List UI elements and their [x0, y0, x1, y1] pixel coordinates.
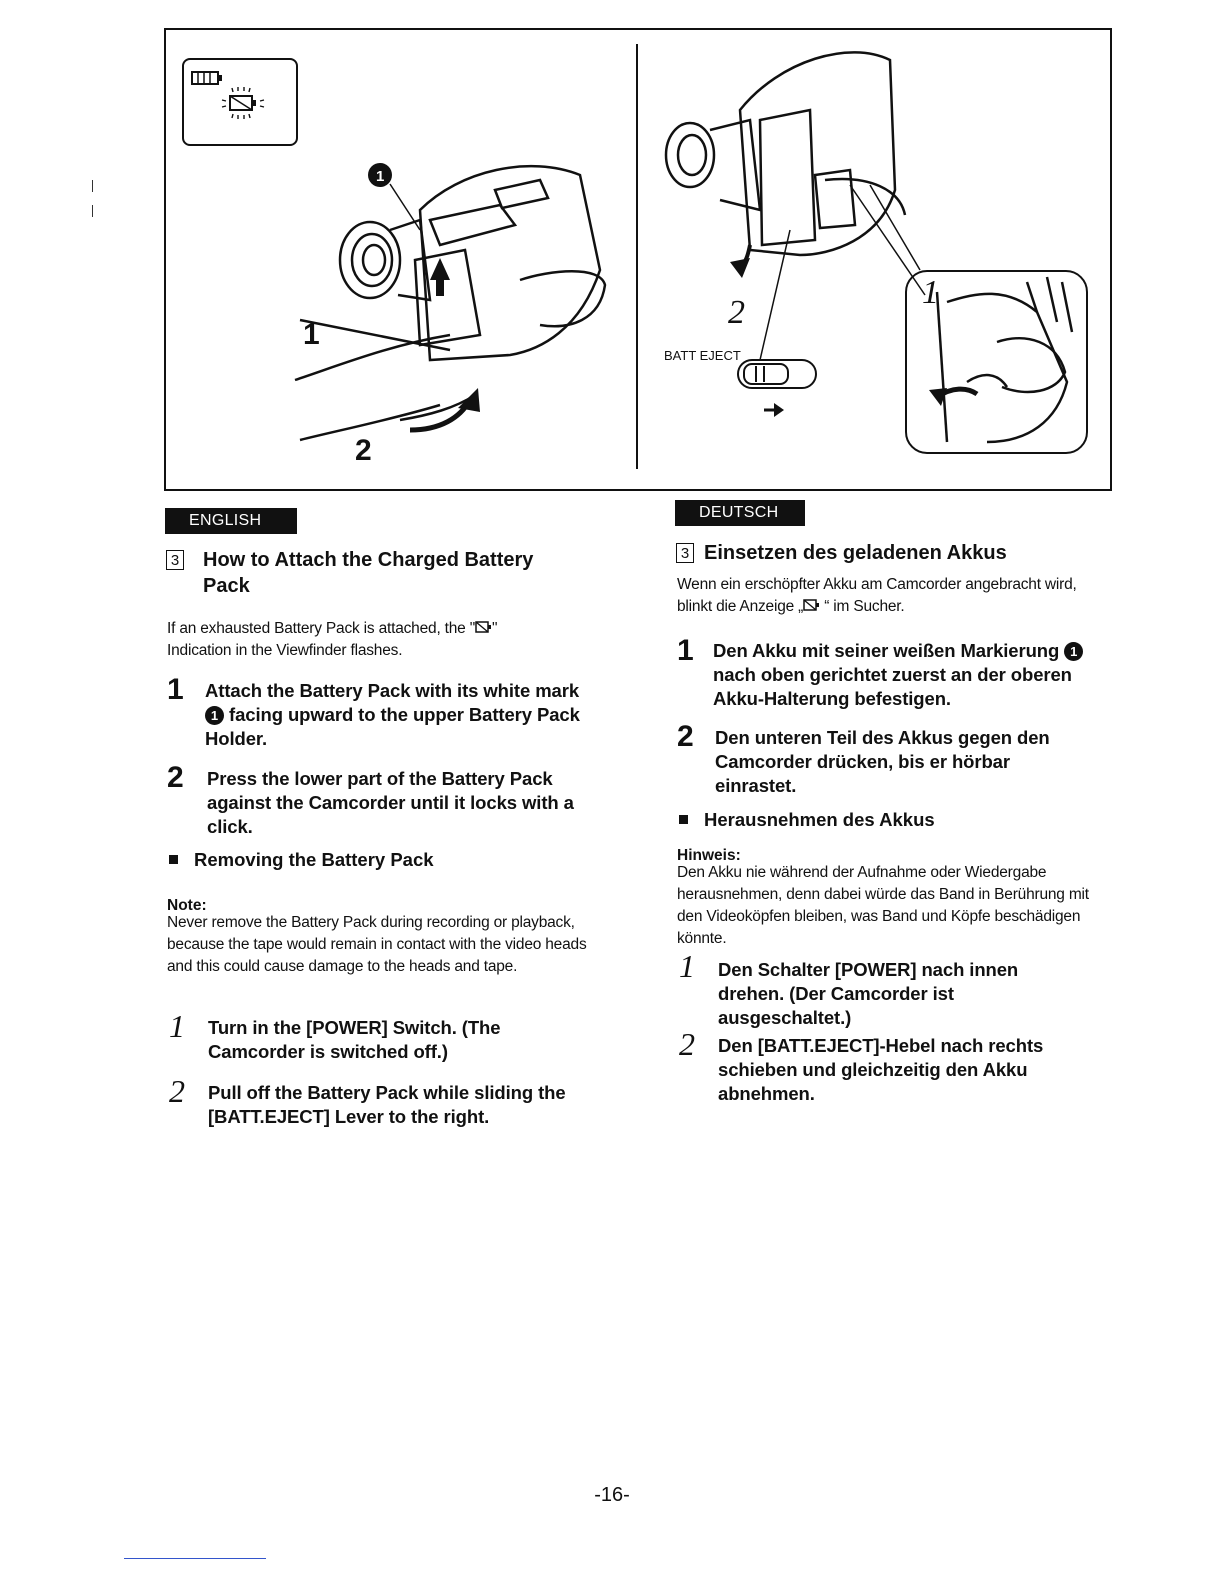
- note-text: Den Akku nie während der Aufnahme oder Wiedergabe herausnehmen, denn dabei würde das Band in Berührung mit den Videoköpfen bleiben, was Band und Köpfe beschädigen könnte.: [677, 864, 1089, 947]
- battery-warning-icon: [184, 60, 296, 144]
- figure-step-label: 1: [303, 318, 320, 351]
- step-text: [713, 639, 1103, 711]
- section-title: Einsetzen des geladenen Akkus: [704, 542, 1007, 564]
- inset-step-label: 1: [922, 274, 939, 311]
- batt-eject-switch-illustration: [730, 225, 830, 425]
- camcorder-attach-illustration: [280, 150, 630, 470]
- note-heading: Note:: [167, 897, 207, 914]
- step-text: Den unteren Teil des Akkus gegen den Camcorder drücken, bis er hörbar einrastet.: [715, 727, 1050, 796]
- callout-mark-label: 1: [376, 168, 385, 185]
- footer-rule: [124, 1558, 266, 1559]
- removing-title: Removing the Battery Pack: [194, 849, 434, 870]
- language-badge-deutsch: DEUTSCH: [675, 500, 805, 526]
- note-text: Never remove the Battery Pack during recording or playback, because the tape would remain in contact with the video heads and this could cause damage to the heads and tape.: [167, 914, 587, 975]
- figure-step-label: 2: [355, 434, 372, 467]
- white-mark-icon: 1: [1064, 642, 1083, 661]
- section-number: 3: [166, 550, 184, 570]
- illustration-divider: [636, 44, 638, 469]
- step-text: [205, 679, 605, 751]
- step-number: 2: [167, 761, 184, 794]
- bullet-square-icon: [679, 815, 688, 824]
- step-text: Turn in the [POWER] Switch. (The Camcorder is switched off.): [208, 1017, 501, 1062]
- section-heading-english: [166, 547, 566, 597]
- step-text-part: nach oben gerichtet zuerst an der oberen Akku-Halterung befestigen.: [713, 664, 1072, 709]
- step-number: 1: [167, 673, 184, 706]
- intro-text-english: [167, 618, 557, 662]
- figure-step-label: 2: [728, 294, 745, 331]
- batt-eject-label: BATT EJECT: [664, 348, 741, 363]
- step-text-part: facing upward to the upper Battery Pack Holder.: [205, 704, 580, 749]
- viewfinder-indicator-box: [182, 58, 298, 146]
- section-title: How to Attach the Charged Battery Pack: [203, 549, 534, 597]
- language-badge-english: ENGLISH: [165, 508, 297, 534]
- step-text: Den [BATT.EJECT]-Hebel nach rechts schieben und gleichzeitig den Akku abnehmen.: [718, 1035, 1044, 1104]
- removing-title: Herausnehmen des Akkus: [704, 809, 935, 830]
- step-text-part: Attach the Battery Pack with its white mark: [205, 680, 580, 701]
- margin-tick: [92, 205, 93, 217]
- step-text-part: Den Akku mit seiner weißen Markierung: [713, 640, 1060, 661]
- step-number: 2: [169, 1073, 185, 1109]
- step-text: Press the lower part of the Battery Pack against the Camcorder until it locks with a click.: [207, 768, 574, 837]
- page-number: -16-: [594, 1484, 630, 1506]
- battery-empty-icon: [475, 621, 492, 634]
- intro-text-part: Wenn ein erschöpfter Akku am Camcorder angebracht wird, blinkt die Anzeige „: [677, 576, 1077, 615]
- step-number: 2: [679, 1026, 695, 1062]
- step-number: 1: [677, 634, 694, 667]
- removing-heading-english: [169, 848, 589, 872]
- intro-text-part: If an exhausted Battery Pack is attached, the ": [167, 620, 476, 637]
- step-number: 1: [169, 1008, 185, 1044]
- intro-text-deutsch: [677, 574, 1097, 618]
- step-text: Den Schalter [POWER] nach innen drehen. (Der Camcorder ist ausgeschaltet.): [718, 959, 1019, 1028]
- step-number: 2: [677, 720, 694, 753]
- white-mark-icon: 1: [205, 706, 224, 725]
- step-text: Pull off the Battery Pack while sliding the [BATT.EJECT] Lever to the right.: [208, 1082, 566, 1127]
- removing-heading-deutsch: [679, 808, 1099, 832]
- step-number: 1: [679, 948, 695, 984]
- margin-tick: [92, 180, 93, 192]
- section-heading-deutsch: [676, 540, 1096, 566]
- intro-text-part: “ im Sucher.: [824, 598, 905, 615]
- section-number: 3: [676, 543, 694, 563]
- intro-text-part: " Indication in the Viewfinder flashes.: [167, 620, 498, 659]
- note-heading: Hinweis:: [677, 847, 741, 864]
- battery-empty-icon: [803, 599, 820, 612]
- bullet-square-icon: [169, 855, 178, 864]
